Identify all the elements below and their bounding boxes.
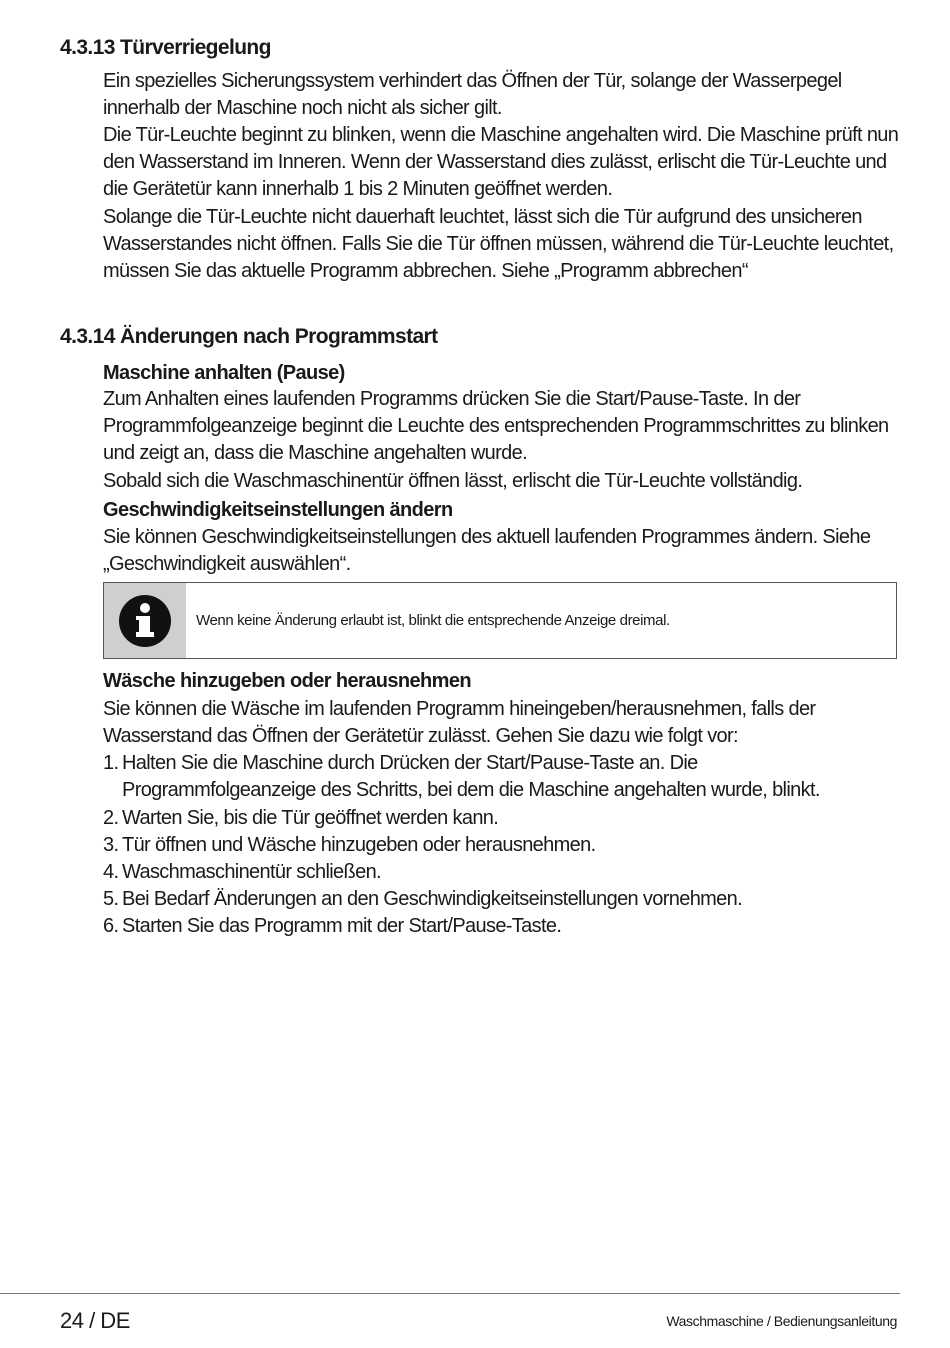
list-item-number: 6. bbox=[103, 915, 119, 937]
subheading-pause: Maschine anhalten (Pause) bbox=[103, 362, 345, 384]
list-item-text: Tür öffnen und Wäsche hinzugeben oder herausnehmen. bbox=[122, 834, 596, 856]
list-item bbox=[103, 886, 742, 913]
footer-divider bbox=[0, 1293, 900, 1294]
list-item-number: 2. bbox=[103, 807, 119, 829]
list-item-text: Halten Sie die Maschine durch Drücken der Start/Pause-Taste an. Die bbox=[122, 752, 698, 774]
list-item bbox=[103, 832, 596, 859]
subheading-laundry: Wäsche hinzugeben oder herausnehmen bbox=[103, 670, 471, 692]
paragraph-speed: Sie können Geschwindigkeitseinstellungen des aktuell laufenden Programmes ändern. Siehe „Geschwindigkeit auswählen“. bbox=[103, 526, 871, 576]
heading-changes-after-start: 4.3.14 Änderungen nach Programmstart bbox=[60, 325, 438, 348]
paragraph-laundry: Sie können die Wäsche im laufenden Programm hineingeben/herausnehmen, falls der Wasserstand das Öffnen der Gerätetür zulässt. Gehen Sie dazu wie folgt vor: bbox=[103, 698, 816, 748]
paragraph-pause-1: Zum Anhalten eines laufenden Programms drücken Sie die Start/Pause-Taste. In der Programmfolgeanzeige beginnt die Leuchte des entsprechenden Programmschrittes zu blinken und zeigt an, dass die Maschine angehalten wurde. bbox=[103, 388, 889, 465]
info-icon bbox=[118, 594, 172, 648]
list-item-text: Starten Sie das Programm mit der Start/Pause-Taste. bbox=[122, 915, 562, 937]
list-item-number: 5. bbox=[103, 888, 119, 910]
info-note bbox=[103, 582, 897, 659]
list-item-text: Waschmaschinentür schließen. bbox=[122, 861, 381, 883]
page-number: 24 / DE bbox=[60, 1308, 130, 1333]
list-item bbox=[103, 913, 561, 940]
document-title: Waschmaschine / Bedienungsanleitung bbox=[666, 1313, 897, 1329]
list-item-number: 3. bbox=[103, 834, 119, 856]
heading-door-lock: 4.3.13 Türverriegelung bbox=[60, 36, 271, 59]
list-item-number: 4. bbox=[103, 861, 119, 883]
list-item bbox=[103, 750, 820, 804]
list-item bbox=[103, 805, 498, 832]
list-item-text: Bei Bedarf Änderungen an den Geschwindigkeitseinstellungen vornehmen. bbox=[122, 888, 743, 910]
list-item-text-continued: Programmfolgeanzeige des Schritts, bei dem die Maschine angehalten wurde, blinkt. bbox=[122, 779, 820, 802]
paragraph-door-lock-1: Ein spezielles Sicherungssystem verhindert das Öffnen der Tür, solange der Wasserpegel innerhalb der Maschine noch nicht als sicher gilt. bbox=[103, 70, 842, 120]
list-item-number: 1. bbox=[103, 752, 119, 774]
paragraph-door-lock-2: Die Tür-Leuchte beginnt zu blinken, wenn die Maschine angehalten wird. Die Maschine prüft nun den Wasserstand im Inneren. Wenn der Wasserstand dies zulässt, erlischt die Tür-Leuchte und die Gerätetür kann innerhalb 1 bis 2 Minuten geöffnet werden. bbox=[103, 124, 899, 201]
list-item bbox=[103, 859, 381, 886]
list-item-text: Warten Sie, bis die Tür geöffnet werden kann. bbox=[122, 807, 499, 829]
info-icon-box bbox=[104, 583, 186, 658]
info-note-text: Wenn keine Änderung erlaubt ist, blinkt die entsprechende Anzeige dreimal. bbox=[196, 612, 670, 629]
paragraph-door-lock-3: Solange die Tür-Leuchte nicht dauerhaft leuchtet, lässt sich die Tür aufgrund des unsicheren Wasserstandes nicht öffnen. Falls Sie die Tür öffnen müssen, während die Tür-Leuchte leuchtet, müssen Sie das aktuelle Programm abbrechen. Siehe „Programm abbrechen“ bbox=[103, 206, 894, 283]
paragraph-pause-2: Sobald sich die Waschmaschinentür öffnen lässt, erlischt die Tür-Leuchte vollständig. bbox=[103, 470, 803, 492]
subheading-speed: Geschwindigkeitseinstellungen ändern bbox=[103, 499, 453, 521]
